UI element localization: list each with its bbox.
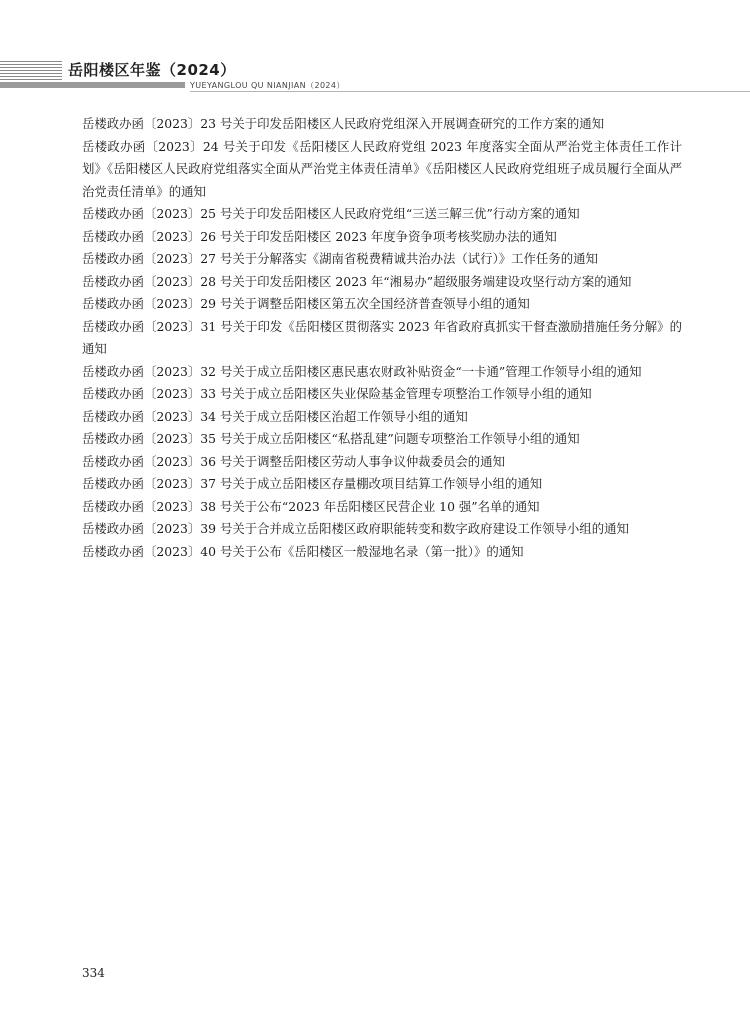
document-entry: 岳楼政办函〔2023〕28 号关于印发岳阳楼区 2023 年“湘易办”超级服务端建设攻坚行动方案的通知: [82, 273, 632, 289]
document-entry: 岳楼政办函〔2023〕34 号关于成立岳阳楼区治超工作领导小组的通知: [82, 408, 468, 424]
document-entry: 岳楼政办函〔2023〕27 号关于分解落实《湖南省税费精诚共治办法（试行）》工作任务的通知: [82, 251, 598, 266]
document-entry: 岳楼政办函〔2023〕37 号关于成立岳阳楼区存量棚改项目结算工作领导小组的通知: [82, 476, 543, 491]
document-entry: 岳楼政办函〔2023〕29 号关于调整岳阳楼区第五次全国经济普查领导小组的通知: [82, 296, 530, 311]
document-entry: 岳楼政办函〔2023〕38 号关于公布“2023 年岳阳楼区民营企业 10 强”名单的通知: [82, 498, 540, 514]
yearbook-subtitle: YUEYANGLOU QU NIANJIAN（2024）: [190, 81, 345, 90]
document-entry: 岳楼政办函〔2023〕33 号关于成立岳阳楼区失业保险基金管理专项整治工作领导小组的通知: [82, 386, 592, 401]
document-entry: 岳楼政办函〔2023〕32 号关于成立岳阳楼区惠民惠农财政补贴资金“一卡通”管理工作领导小组的通知: [82, 363, 642, 379]
document-entry: 岳楼政办函〔2023〕35 号关于成立岳阳楼区“私搭乱建”问题专项整治工作领导小组的通知: [82, 431, 580, 446]
page-number: 334: [82, 966, 105, 980]
document-entry: 岳楼政办函〔2023〕26 号关于印发岳阳楼区 2023 年度争资争项考核奖励办法的通知: [82, 228, 557, 244]
header-rule: [190, 91, 750, 92]
document-entry: 岳楼政办函〔2023〕40 号关于公布《岳阳楼区一般湿地名录（第一批）》的通知: [82, 543, 524, 559]
document-entry: 岳楼政办函〔2023〕23 号关于印发岳阳楼区人民政府党组深入开展调查研究的工作方案的通知: [82, 116, 605, 131]
document-entry: 岳楼政办函〔2023〕25 号关于印发岳阳楼区人民政府党组“三送三解三优”行动方案的通知: [82, 206, 580, 221]
header-grey-bar: [0, 82, 185, 88]
running-header: [0, 52, 750, 92]
document-entry: 岳楼政办函〔2023〕31 号关于印发《岳阳楼区贯彻落实 2023 年省政府真抓实干督查激励措施任务分解》的通知: [82, 318, 682, 356]
yearbook-title: 岳阳楼区年鉴（2024）: [68, 61, 236, 79]
document-entry: 岳楼政办函〔2023〕39 号关于合并成立岳阳楼区政府职能转变和数字政府建设工作领导小组的通知: [82, 521, 629, 536]
document-entry: 岳楼政办函〔2023〕36 号关于调整岳阳楼区劳动人事争议仲裁委员会的通知: [82, 453, 505, 469]
document-entry: 岳楼政办函〔2023〕24 号关于印发《岳阳楼区人民政府党组 2023 年度落实全面从严治党主体责任工作计划》《岳阳楼区人民政府党组落实全面从严治党主体责任清单》《岳阳楼区人民政府党组班子成员履行全面从严治党责任清单》的通知: [82, 138, 682, 199]
header-stripe-decoration: [0, 61, 62, 83]
document-list: [82, 113, 682, 563]
